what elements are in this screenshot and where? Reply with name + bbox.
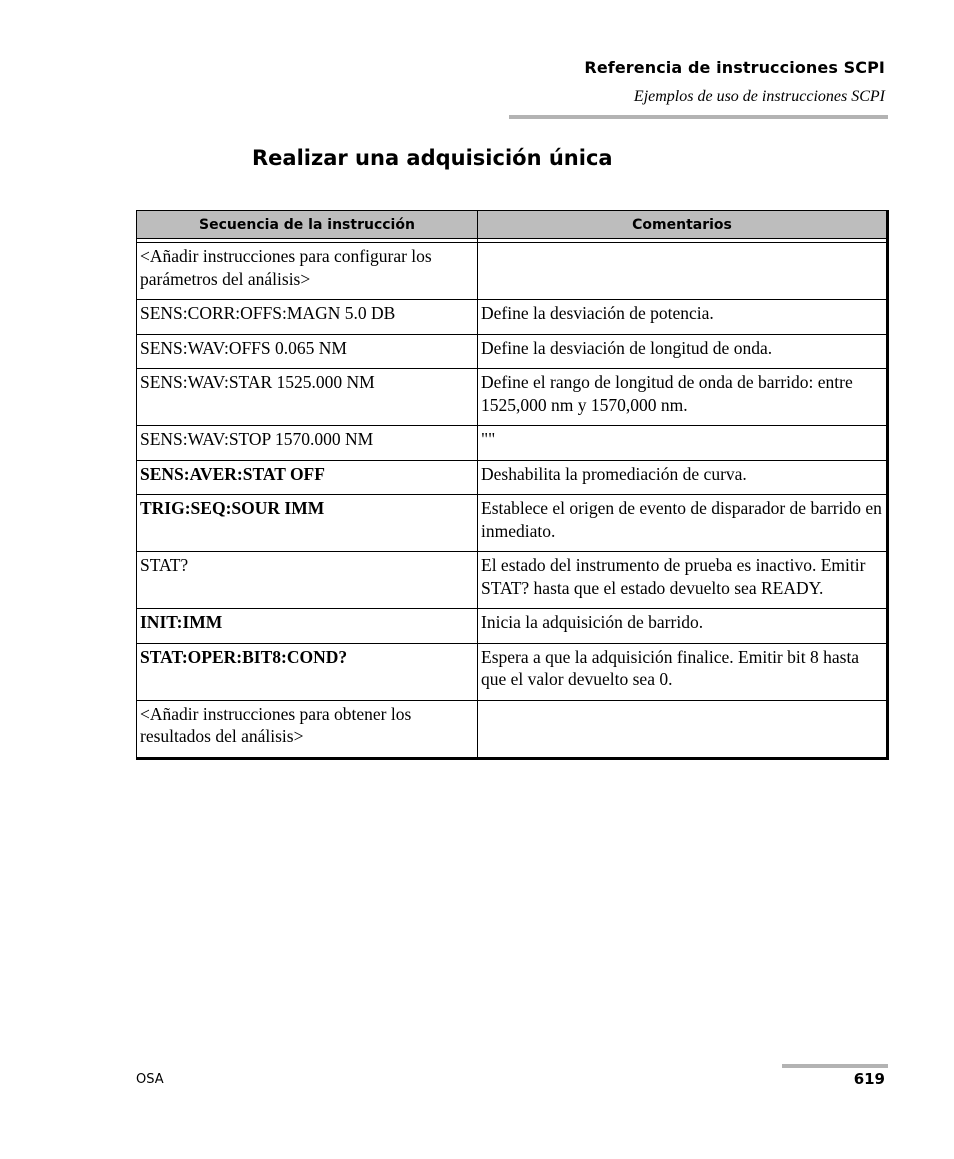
table-row xyxy=(137,643,888,700)
command-cell: <Añadir instrucciones para obtener los resultados del análisis> xyxy=(137,700,478,758)
table-row xyxy=(137,495,888,552)
comment-cell: Define la desviación de potencia. xyxy=(478,300,888,335)
table-row xyxy=(137,334,888,369)
command-cell: SENS:WAV:OFFS 0.065 NM xyxy=(137,334,478,369)
comment-cell: Deshabilita la promediación de curva. xyxy=(478,460,888,495)
command-cell: SENS:WAV:STOP 1570.000 NM xyxy=(137,426,478,461)
comment-cell: Establece el origen de evento de disparador de barrido en inmediato. xyxy=(478,495,888,552)
column-header-sequence: Secuencia de la instrucción xyxy=(137,211,478,239)
command-cell: <Añadir instrucciones para configurar los parámetros del análisis> xyxy=(137,243,478,300)
command-cell: TRIG:SEQ:SOUR IMM xyxy=(137,495,478,552)
column-header-comments: Comentarios xyxy=(478,211,888,239)
table-body xyxy=(137,239,888,759)
running-header-subtitle: Ejemplos de uso de instrucciones SCPI xyxy=(633,88,885,105)
comment-cell: Define la desviación de longitud de onda. xyxy=(478,334,888,369)
table-row xyxy=(137,243,888,300)
comment-cell: Define el rango de longitud de onda de barrido: entre 1525,000 nm y 1570,000 nm. xyxy=(478,369,888,426)
comment-cell: El estado del instrumento de prueba es inactivo. Emitir STAT? hasta que el estado devuelto sea READY. xyxy=(478,552,888,609)
comment-cell: "" xyxy=(478,426,888,461)
comment-cell xyxy=(478,243,888,300)
section-title: Realizar una adquisición única xyxy=(252,146,613,170)
table-row xyxy=(137,369,888,426)
command-cell: STAT? xyxy=(137,552,478,609)
command-cell: SENS:CORR:OFFS:MAGN 5.0 DB xyxy=(137,300,478,335)
command-cell: INIT:IMM xyxy=(137,609,478,644)
table-header-row xyxy=(137,211,888,239)
table-row xyxy=(137,460,888,495)
command-cell: SENS:WAV:STAR 1525.000 NM xyxy=(137,369,478,426)
footer-product-name: OSA xyxy=(136,1072,164,1087)
instruction-table xyxy=(136,210,889,760)
table-row xyxy=(137,300,888,335)
comment-cell xyxy=(478,700,888,758)
page-number: 619 xyxy=(853,1070,885,1088)
footer-divider xyxy=(782,1064,888,1068)
table-row xyxy=(137,426,888,461)
command-cell: SENS:AVER:STAT OFF xyxy=(137,460,478,495)
command-cell: STAT:OPER:BIT8:COND? xyxy=(137,643,478,700)
table-row xyxy=(137,700,888,758)
comment-cell: Espera a que la adquisición finalice. Emitir bit 8 hasta que el valor devuelto sea 0. xyxy=(478,643,888,700)
comment-cell: Inicia la adquisición de barrido. xyxy=(478,609,888,644)
running-header-title: Referencia de instrucciones SCPI xyxy=(584,58,885,77)
table-row xyxy=(137,609,888,644)
header-divider xyxy=(509,115,888,119)
table-row xyxy=(137,552,888,609)
